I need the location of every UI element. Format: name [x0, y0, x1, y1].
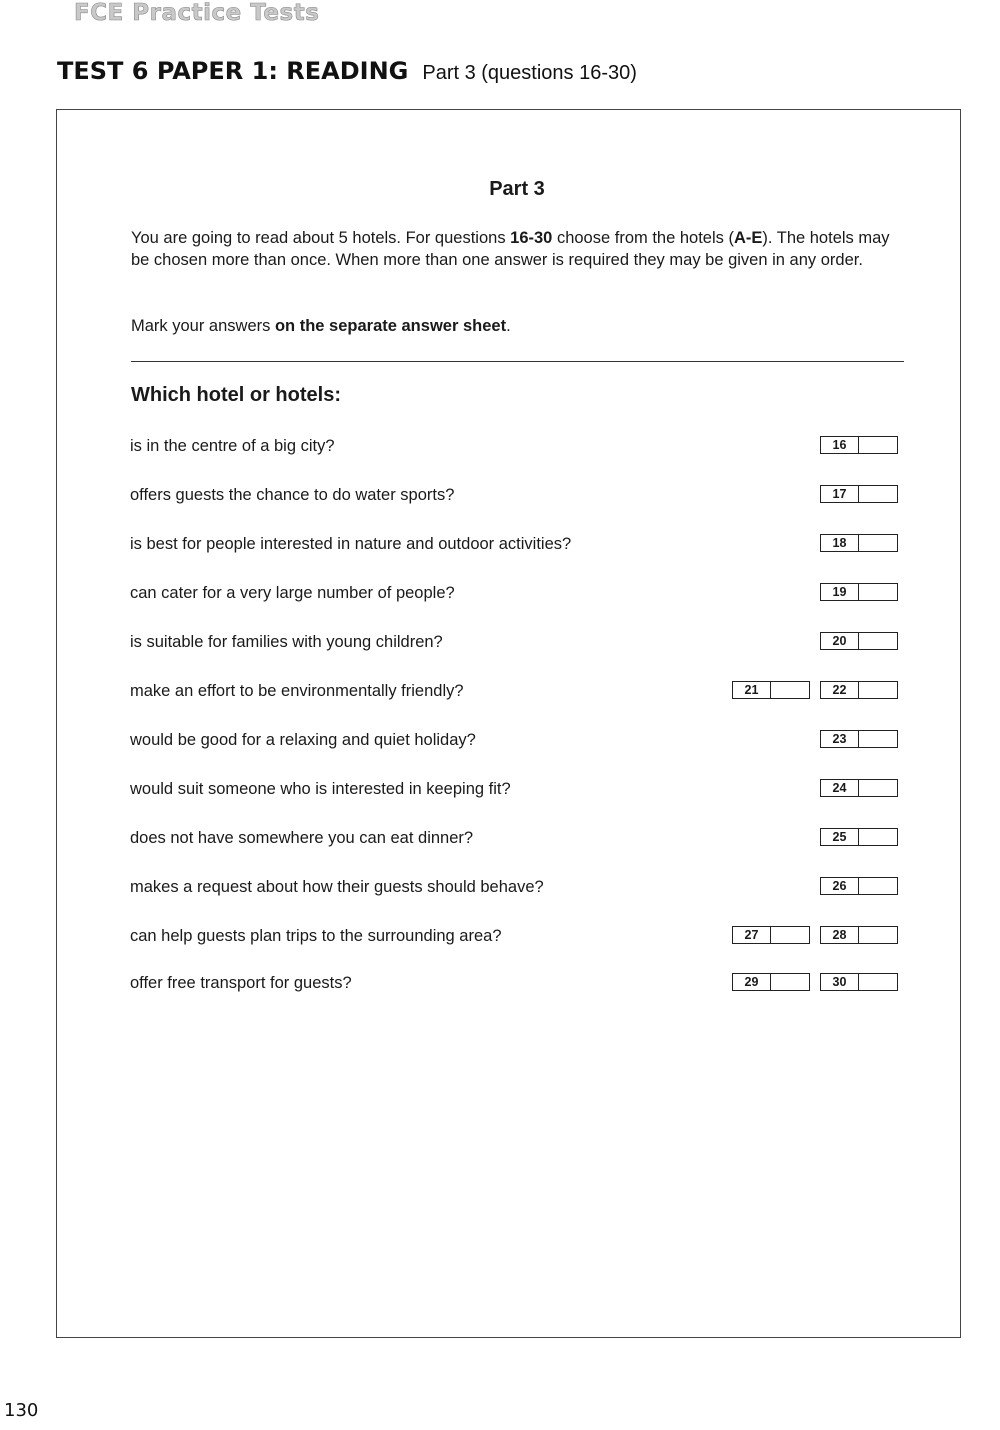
question-text: offers guests the chance to do water sports? [130, 486, 455, 504]
test-subtitle: Part 3 (questions 16-30) [422, 62, 637, 84]
answer-box[interactable] [732, 681, 810, 699]
answer-box-blank[interactable] [771, 974, 809, 990]
question-text: does not have somewhere you can eat dinner? [130, 829, 474, 847]
instructions-text-2: choose from the hotels ( [552, 229, 734, 247]
answer-box-blank[interactable] [859, 974, 897, 990]
question-text: is best for people interested in nature and outdoor activities? [130, 535, 572, 553]
answer-box-number: 20 [821, 633, 859, 649]
content-frame [56, 109, 961, 1338]
question-text: offer free transport for guests? [130, 974, 352, 992]
answer-box-number: 30 [821, 974, 859, 990]
question-text: is in the centre of a big city? [130, 437, 335, 455]
question-text: would be good for a relaxing and quiet holiday? [130, 731, 476, 749]
answer-box[interactable] [820, 877, 898, 895]
answer-box[interactable] [820, 485, 898, 503]
page-number: 130 [4, 1400, 39, 1421]
answer-box-blank[interactable] [771, 927, 809, 943]
answer-box-blank[interactable] [859, 584, 897, 600]
answer-box-blank[interactable] [859, 437, 897, 453]
answer-box-blank[interactable] [859, 927, 897, 943]
answer-box[interactable] [820, 583, 898, 601]
answer-box-blank[interactable] [859, 731, 897, 747]
answer-box[interactable] [820, 730, 898, 748]
question-text: makes a request about how their guests should behave? [130, 878, 544, 896]
question-text: would suit someone who is interested in keeping fit? [130, 780, 511, 798]
page-heading [57, 57, 637, 85]
instructions-options: A-E [733, 229, 763, 247]
answer-box[interactable] [820, 973, 898, 991]
answer-box[interactable] [820, 436, 898, 454]
answer-box-blank[interactable] [859, 682, 897, 698]
question-text: is suitable for families with young children? [130, 633, 443, 651]
answer-box-number: 17 [821, 486, 859, 502]
answer-box[interactable] [820, 926, 898, 944]
answer-box-number: 22 [821, 682, 859, 698]
answer-box[interactable] [820, 632, 898, 650]
answer-box-blank[interactable] [771, 682, 809, 698]
answer-box-blank[interactable] [859, 878, 897, 894]
question-stem: Which hotel or hotels: [131, 384, 341, 406]
answer-box-number: 26 [821, 878, 859, 894]
question-text: make an effort to be environmentally friendly? [130, 682, 464, 700]
answer-box-number: 23 [821, 731, 859, 747]
question-text: can help guests plan trips to the surrounding area? [130, 927, 502, 945]
answer-box-number: 24 [821, 780, 859, 796]
answer-box-number: 21 [733, 682, 771, 698]
question-text: can cater for a very large number of people? [130, 584, 455, 602]
instructions-text-3: ). The hotels may be chosen more than once. When more than one answer is required they may be given in any order. [131, 229, 890, 269]
instructions [131, 227, 906, 271]
mark-text-1: Mark your answers [131, 317, 275, 335]
book-brand-title: FCE Practice Tests [74, 0, 320, 26]
answer-box-blank[interactable] [859, 780, 897, 796]
mark-text-bold: on the separate answer sheet [274, 317, 507, 335]
answer-box-number: 18 [821, 535, 859, 551]
answer-box-number: 19 [821, 584, 859, 600]
answer-box[interactable] [820, 534, 898, 552]
test-title: TEST 6 PAPER 1: READING [57, 57, 409, 85]
answer-box-number: 25 [821, 829, 859, 845]
instructions-range: 16-30 [510, 229, 553, 247]
answer-box-blank[interactable] [859, 486, 897, 502]
answer-box[interactable] [820, 828, 898, 846]
mark-text-2: . [506, 317, 511, 335]
answer-box-blank[interactable] [859, 829, 897, 845]
answer-box[interactable] [820, 681, 898, 699]
answer-box-number: 28 [821, 927, 859, 943]
divider [131, 361, 904, 362]
answer-box[interactable] [820, 779, 898, 797]
answer-box[interactable] [732, 973, 810, 991]
mark-instructions [131, 317, 511, 336]
answer-box-blank[interactable] [859, 535, 897, 551]
answer-box-number: 27 [733, 927, 771, 943]
answer-box[interactable] [732, 926, 810, 944]
part-title: Part 3 [489, 178, 545, 200]
answer-box-blank[interactable] [859, 633, 897, 649]
instructions-text-1: You are going to read about 5 hotels. For questions [131, 229, 511, 247]
answer-box-number: 29 [733, 974, 771, 990]
answer-box-number: 16 [821, 437, 859, 453]
